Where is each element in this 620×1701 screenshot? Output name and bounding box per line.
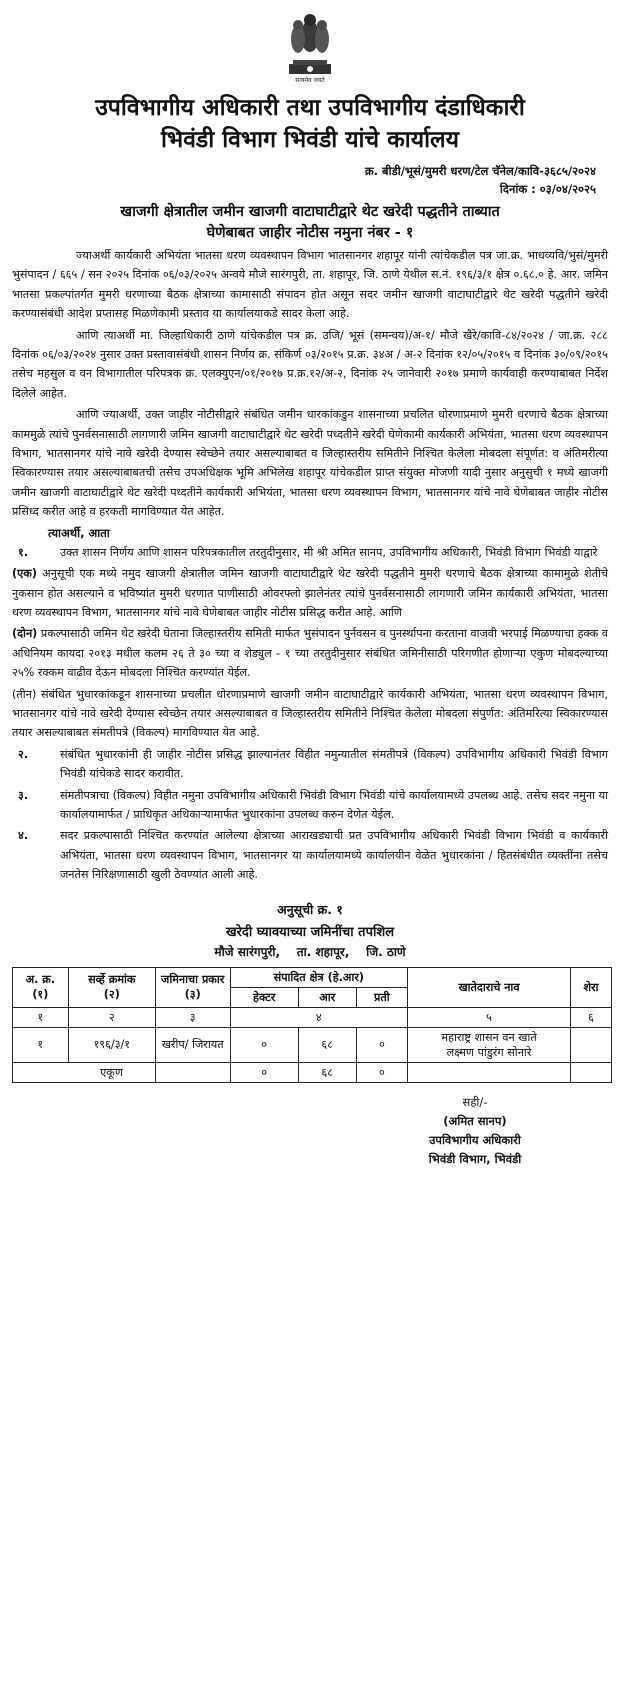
- row-survey: १९६/३/१: [68, 1027, 155, 1062]
- clause-2-number: २.: [18, 747, 29, 761]
- header-survey-num: (२): [103, 988, 120, 1002]
- header-survey-label: सर्व्हे क्रमांक: [88, 973, 136, 987]
- col-num-2: २: [68, 1007, 155, 1027]
- title-line-2: भिवंडी विभाग भिवंडी यांचे कार्यालय: [161, 127, 459, 153]
- ashoka-emblem-icon: [281, 6, 339, 86]
- clause-ek-text: अनुसूची एक मध्ये नमुद खाजगी क्षेत्रातील जमिन खाजगी वाटाघाटीद्वारे थेट खरेदी पद्धतीने मुमरी धरणाचे बैठक क्षेत्राच्या कामामुळे शेतीचे नुकसान होत असल्याने व भविष्यांत मुमरी धरणात पाणीसाठी ओवरफ्लो झालेनंतर त्यांचे पुनर्वसनासाठी लागणारी जमिन कार्यकारी अभियंता, भातसा धरण व्यवस्थापन विभाग, भातसानगर यांचे नावे घेणेबाबत जाहीर नोटीस प्रसिद्ध करीत आहे. आणि: [12, 567, 608, 619]
- header-hectare: हेक्टर: [230, 987, 298, 1007]
- taluka-name: ता. शहापूर,: [296, 944, 350, 959]
- row-hectare: ०: [230, 1027, 298, 1062]
- total-prati: ०: [356, 1062, 407, 1082]
- paragraph-2: आणि त्याअर्थी मा. जिल्हाधिकारी ठाणे यांचेकडील पत्र क्र. उजि/ भूसं (समन्वय)/अ-१/ मौजे खैरे/कावि-८४/२०२४ / जा.क्र. २८८ दिनांक ०६/०३/२०२४ नुसार उक्त प्रस्तावासंबंधी शासन निर्णय क्र. संकिर्ण ०३/२०१५ प्र.क्र. ३४अ / अ-२ दिनांक १२/०५/२०१५ व दिनांक ३०/०९/२०१५ तसेच महसुल व वन विभागातील परिपत्रक क्र. एलक्युएन/०१/२०१७ प्र.क्र.१२/अ-२, दिनांक २५ जानेवारी २०१७ प्रमाणे कार्यवाही करण्याबाबत निर्देश दिलेले आहेत.: [12, 328, 608, 400]
- header-land-type-num: (३): [184, 988, 201, 1002]
- now-heading: त्याअर्थी, आता: [48, 525, 110, 540]
- header-owner: खातेदाराचे नाव: [408, 967, 571, 1007]
- subject-line-1: खाजगी क्षेत्रातील जमीन खाजगी वाटाघाटीद्वारे थेट खरेदी पद्धतीने ताब्यात: [120, 204, 500, 220]
- total-hectare: ०: [230, 1062, 298, 1082]
- header-sr-num: (१): [32, 988, 49, 1002]
- signature-block: [360, 1093, 590, 1169]
- row-prati: ०: [356, 1027, 407, 1062]
- clause-teen: (तीन) संबंधित भुधारकांकडून शासनाच्या प्रचलीत धोरणाप्रमाणे खाजगी जमीन वाटाघाटीद्वारे कार्यकारी अभियंता, भातसा धरण व्यवस्थापन विभाग, भातसानगर यांचे नावे खरेदी देण्यास स्वेच्छेन तयार असल्याबाबत व जिल्हास्तरीय समितीने निश्चित केलेला मोबदला संपुर्णत: अंतिमरित्या स्विकारण्यास तयार असल्याबाबत संमतीपत्रे (विकल्प) मागविण्यात येत आहे.: [12, 687, 608, 740]
- header-area: संपादित क्षेत्र (हे.आर): [230, 967, 408, 987]
- col-num-3: ३: [155, 1007, 230, 1027]
- paragraph-1: ज्याअर्थी कार्यकारी अभियंता भातसा धरण व्यवस्थापन विभाग भातसानगर शहापूर यांनी त्यांचेकडील पत्र जा.क्र. भाधव्यवि/भुसं/मुमरी भुसंपादन / ६६५ / सन २०२५ दिनांक ०६/०३/२०२५ अन्वये मौजे सारंगपुरी, ता. शहापूर, जि. ठाणे येथील स.नं. १९६/३/१ क्षेत्र ०.६८.० हे. आर. जमिन भातसा प्रकल्पांतर्गत मुमरी धरणाच्या बैठक क्षेत्राच्या कामासाठी संपादन होत असून सदर जमीन खाजगी वाटाघाटीद्वारे थेट खरेदी पद्धतीने खरेदी करण्यासंबंधी आदेश प्रप्तासह मिळणेकामी प्रस्ताव या कार्यालयाकडे सादर केला आहे.: [12, 249, 608, 321]
- row-owner: [408, 1027, 571, 1062]
- subject-line-2: घेणेबाबत जाहीर नोटीस नमुना नंबर - १: [206, 225, 414, 241]
- clause-4-text: सदर प्रकल्पासाठी निश्चित करण्यांत आलेल्या क्षेत्राच्या आराखड्याची प्रत उपविभागीय अधिकारी भिवंडी विभाग भिवंडी व कार्यकारी अभियंता, भातसा धरण व्यवस्थापन विभाग, भातसानगर या कार्यालयामध्ये कार्यालयीन वेळेत भुधारकांना / हितसंबंधीत व्यक्तींना तसेच जनतेस निरिक्षणासाठी खुली ठेवण्यांत आली आहे.: [60, 829, 608, 882]
- clause-4: [12, 826, 608, 884]
- district-name: जि. ठाणे: [366, 944, 406, 959]
- notice-page: [0, 6, 620, 1701]
- total-row: [13, 1062, 612, 1082]
- clause-1-text: उक्त शासन निर्णय आणि शासन परिपत्रकातील तरतुदीनुसार, मी श्री अमित सानप, उपविभागीय अधिकारी, भिवंडी विभाग भिवंडी याद्वारे: [60, 545, 598, 559]
- clause-1-number: १.: [18, 545, 29, 559]
- header-survey: [68, 967, 155, 1007]
- col-num-4: ४: [230, 1007, 408, 1027]
- clause-ek-label: (एक): [12, 567, 38, 581]
- emblem-motto: सत्यमेव जयते: [295, 77, 325, 84]
- column-number-row: [13, 1007, 612, 1027]
- clause-ek: [12, 564, 608, 622]
- total-are: ६८: [298, 1062, 356, 1082]
- schedule-table: [12, 967, 612, 1083]
- header-land-type-label: जमिनाचा प्रकार: [161, 973, 225, 987]
- clause-2: [12, 745, 608, 784]
- row-are: ६८: [298, 1027, 356, 1062]
- clause-don-label: (दोन): [12, 627, 38, 641]
- row-owner-line-2: लक्ष्मण पांडुरंग सोनारे: [446, 1045, 532, 1059]
- row-owner-line-1: महाराष्ट्र शासन वन खाते: [441, 1030, 537, 1044]
- signatory-designation: उपविभागीय अधिकारी: [429, 1132, 521, 1147]
- table-row: [13, 1027, 612, 1062]
- header-sr-label: अ. क्र.: [25, 973, 56, 987]
- clause-don-text: प्रकल्पासाठी जमिन थेट खरेदी घेताना जिल्हास्तरीय समिती मार्फत भुसंपादन पुर्नवसन व पुनर्स्थापना करताना वाजवी भरपाई मिळण्याचा हक्क व अधिनियम कायदा २०१३ मधील कलम २६ ते ३० च्या व शेड्युल - १ च्या तरतुदीनुसार संबंधित जमिनीसाठी परिगणीत होणाऱ्या एकुण मोबदल्याच्या २५% रक्कम वाढीव देऊन मोबदला निश्चित करण्यांत येईल.: [12, 627, 608, 680]
- notice-subject: [12, 202, 608, 244]
- reference-block: [12, 162, 608, 198]
- title-line-1: उपविभागीय अधिकारी तथा उपविभागीय दंडाधिकारी: [95, 95, 525, 121]
- signatory-division: भिवंडी विभाग, भिवंडी: [428, 1151, 522, 1166]
- header-sr: [13, 967, 69, 1007]
- village-name: मौजे सारंगपुरी,: [214, 944, 281, 959]
- reference-number: क्र. बीडी/भूसं/मुमरी धरण/टेल चॅनेल/कावि-३६८५/२०२४: [364, 164, 596, 178]
- paragraph-3: आणि ज्याअर्थी, उक्त जाहीर नोटीसीद्वारे संबंधित जमीन धारकांकडुन शासनाच्या प्रचलित धोरणाप्रमाणे मुमरी धरणाचे बैठक क्षेत्राच्या काममुळे त्यांचे पुनर्वसनासाठी लागणारी जमिन खाजगी वाटाघाटीद्वारे थेट खरेदी पध्दतीने खरेदी घेणेकामी कार्यकारी अभियंता, भातसा धरण व्यवस्थापन विभाग, भातसानगर यांचे नावे खरेदी देण्यास स्वेच्छेने तयार असल्याबाबत व जिल्हास्तरीय समितीने निश्चित केलेला मोबदला संपूर्णत: व अंतिमरीत्या स्विकारण्यास तयार असल्याबाबतची तसेच उपअधिक्षक भूमि अभिलेख शहापूर यांचेकडील प्राप्त संयुक्त मोजणी यादी नुसार अनुसुची १ मध्ये खाजगी जमीन खाजगी वाटाघाटीद्वारे थेट खरेदी पध्दतीने कार्यकारी अभियंता, भातसा धरण व्यवस्थापन विभाग, भातसानगर यांचे नावे घेणेबाबत जाहीर नोटीस प्रसिध्द करीत आहे व हरकती मागविण्यात येत आहेत.: [12, 408, 608, 519]
- row-sr: १: [13, 1027, 69, 1062]
- clause-1: [12, 543, 608, 562]
- col-num-1: १: [13, 1007, 69, 1027]
- col-num-6: ६: [570, 1007, 611, 1027]
- clause-3: [12, 786, 608, 825]
- signatory-name: (अमित सानप): [443, 1113, 507, 1128]
- total-label: एकूण: [68, 1062, 155, 1082]
- clause-3-number: ३.: [18, 788, 29, 802]
- row-remark: [570, 1027, 611, 1062]
- row-land-type: खरीप/ जिरायत: [155, 1027, 230, 1062]
- schedule-subtitle: खरेदी घ्यावयाच्या जमिनींचा तपशिल: [225, 924, 395, 940]
- clause-don: [12, 624, 608, 682]
- clause-3-text: संमतीपत्राचा (विकल्प) विहीत नमुना उपविभागीय अधिकारी भिवंडी विभाग भिवंडी यांचे कार्यालयामध्ये उपलब्ध आहे. तसेच सदर नमुना या कार्यालयामार्फत / प्राधिकृत अधिकाऱ्यामार्फत भुधारकांना उपलब्ध करुन देणेत येईल.: [60, 788, 608, 821]
- signature-mark: सही/-: [462, 1094, 488, 1109]
- schedule-location: [12, 943, 608, 961]
- header-prati: प्रती: [356, 987, 407, 1007]
- schedule-title: अनुसूची क्र. १: [277, 901, 343, 917]
- header-are: आर: [298, 987, 356, 1007]
- col-num-5: ५: [408, 1007, 571, 1027]
- header-land-type: [155, 967, 230, 1007]
- clause-4-number: ४.: [18, 829, 29, 843]
- header-remark: शेरा: [570, 967, 611, 1007]
- office-title: [12, 92, 608, 156]
- notice-date: दिनांक : ०३/०४/२०२५: [499, 182, 596, 196]
- clause-2-text: संबंधित भुधारकांनी ही जाहीर नोटीस प्रसिद्ध झाल्यानंतर विहीत नमुन्यातील संमतीपत्रे (विकल्प) उपविभागीय अधिकारी भिवंडी विभाग भिवंडी यांचेकडे सादर करावीत.: [60, 747, 608, 781]
